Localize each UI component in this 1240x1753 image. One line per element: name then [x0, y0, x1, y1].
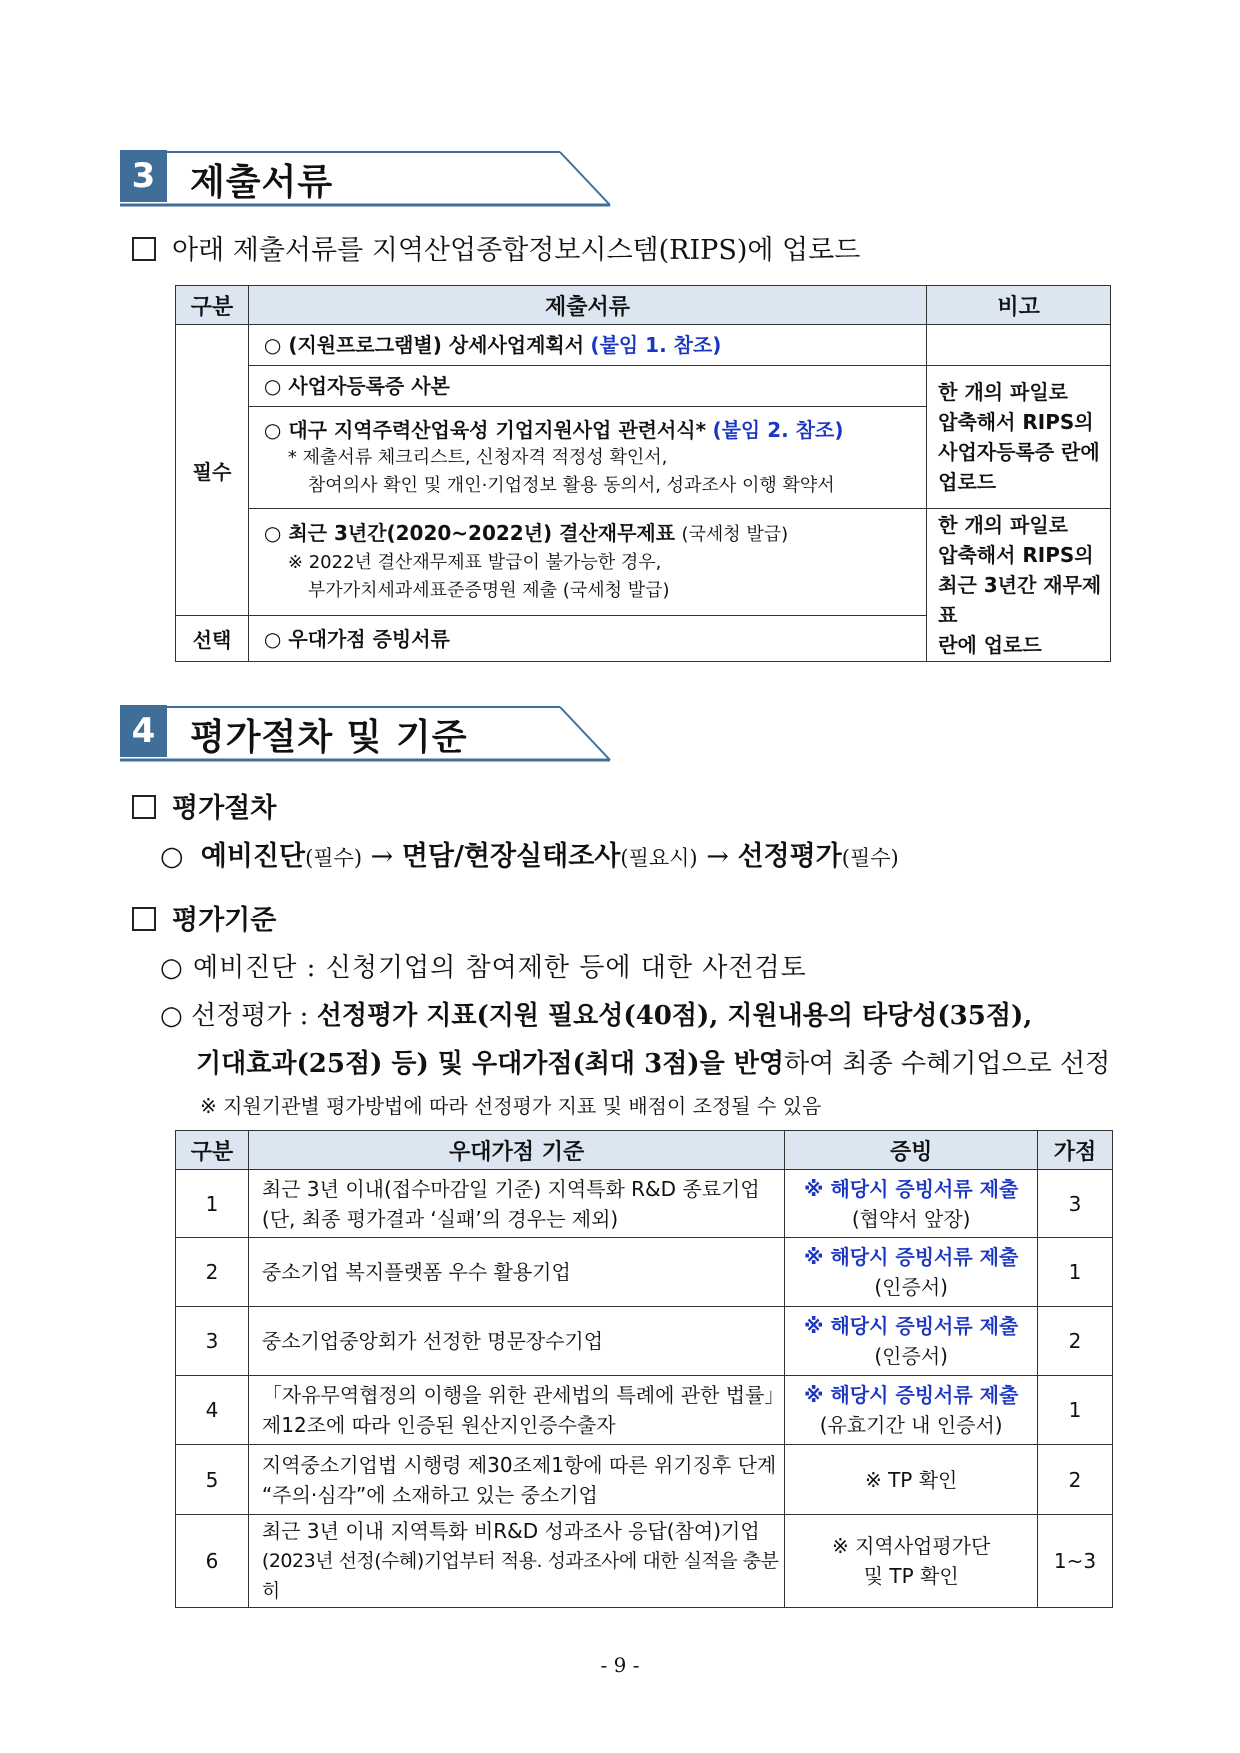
- points-value: 1: [1038, 1376, 1113, 1445]
- heading-text: 평가절차: [172, 793, 277, 824]
- table-row: [176, 1376, 1113, 1445]
- evidence-line: ※ 해당시 증빙서류 제출: [804, 1383, 1019, 1407]
- note-line: 최근 3년간 재무제표: [938, 573, 1102, 627]
- doc-row-5: [248, 616, 926, 662]
- procedure-heading: [132, 786, 276, 825]
- note-empty: [927, 325, 1111, 366]
- evidence-line: ※ TP 확인: [864, 1467, 958, 1492]
- section-title: 평가절차 및 기준: [190, 717, 468, 758]
- doc-sub-line: ※ 2022년 결산재무제표 발급이 불가능한 경우,: [287, 552, 662, 574]
- criteria-line: 「자유무역협정의 이행을 위한 관세법의 특례에 관한 법률」: [261, 1383, 785, 1407]
- table-row: [176, 1170, 1113, 1238]
- doc-sub-line: * 제출서류 체크리스트, 신청자격 적정성 확인서,: [287, 446, 668, 468]
- criteria-line: (2023년 선정(수혜)기업부터 적용. 성과조사에 대한 실적을 충분히: [261, 1550, 779, 1602]
- evidence-line: (인증서): [874, 1344, 948, 1368]
- note-1: [927, 366, 1111, 509]
- checkbox-square-icon: [132, 237, 156, 261]
- col-header-points: 가점: [1038, 1131, 1113, 1170]
- doc-extra: (국세청 발급): [681, 524, 789, 546]
- table-row: [176, 1238, 1113, 1307]
- group-required: 필수: [176, 325, 249, 616]
- criteria-line: 최근 3년 이내 지역특화 비R&D 성과조사 응답(참여)기업: [261, 1519, 760, 1543]
- row-number: 3: [176, 1307, 249, 1376]
- row-number: 1: [176, 1170, 249, 1238]
- points-value: 1: [1038, 1238, 1113, 1307]
- section-3-intro: [132, 228, 860, 267]
- doc-row-3: [248, 407, 926, 509]
- arrow-icon: →: [370, 841, 394, 872]
- heading-text: 평가기준: [172, 905, 277, 936]
- section-4-header: [120, 705, 615, 765]
- points-value: 3: [1038, 1170, 1113, 1238]
- section-number: 4: [120, 705, 167, 757]
- criteria-line-2: [160, 995, 1032, 1032]
- criteria-note: ※ 지원기관별 평가방법에 따라 선정평가 지표 및 배점이 조정될 수 있음: [200, 1094, 822, 1118]
- doc-label: ○ 사업자등록증 사본: [263, 374, 450, 398]
- checkbox-square-icon: [132, 795, 156, 819]
- doc-ref: (붙임 1. 참조): [590, 333, 722, 357]
- criteria-bold-text: 선정평가 지표(지원 필요성(40점), 지원내용의 타당성(35점),: [316, 1001, 1033, 1031]
- evidence-line: 및 TP 확인: [863, 1564, 959, 1588]
- evidence-line: (인증서): [874, 1275, 948, 1299]
- table-row: [176, 1515, 1113, 1608]
- criteria-line-3: [196, 1043, 1110, 1080]
- col-header-evidence: 증빙: [785, 1131, 1038, 1170]
- doc-label: ○ 최근 3년간(2020~2022년) 결산재무제표: [263, 521, 676, 546]
- bonus-points-table: [175, 1130, 1113, 1608]
- points-value: 2: [1038, 1307, 1113, 1376]
- points-value: 1~3: [1038, 1515, 1113, 1608]
- criteria-line: “주의·심각”에 소재하고 있는 중소기업: [261, 1482, 598, 1507]
- step-2-note: (필요시): [620, 846, 698, 870]
- section-3-header: [120, 150, 615, 210]
- evidence-line: ※ 지역사업평가단: [831, 1534, 991, 1558]
- criteria-line-1: ○ 예비진단 : 신청기업의 참여제한 등에 대한 사전검토: [160, 953, 807, 983]
- row-number: 5: [176, 1445, 249, 1515]
- criteria-line: 중소기업 복지플랫폼 우수 활용기업: [261, 1260, 571, 1284]
- step-2: 면담/현장실태조사: [401, 841, 621, 872]
- col-header-note: 비고: [927, 286, 1111, 325]
- checkbox-square-icon: [132, 907, 156, 931]
- note-line: 압축해서 RIPS의: [938, 410, 1094, 434]
- arrow-icon: →: [706, 841, 729, 872]
- criteria-heading: [132, 898, 276, 937]
- doc-row-4: [248, 509, 926, 616]
- doc-label: ○ 우대가점 증빙서류: [263, 626, 450, 651]
- doc-row-2: [248, 366, 926, 407]
- evidence-line: ※ 해당시 증빙서류 제출: [804, 1245, 1019, 1269]
- note-line: 압축해서 RIPS의: [938, 543, 1094, 567]
- row-number: 2: [176, 1238, 249, 1307]
- step-3: 선정평가: [737, 841, 842, 872]
- doc-label: ○ 대구 지역주력산업육성 기업지원사업 관련서식*: [263, 417, 707, 442]
- criteria-text: 하여 최종 수혜기업으로 선정: [784, 1049, 1111, 1079]
- note-line: 업로드: [938, 470, 997, 494]
- note-line: 한 개의 파일로: [938, 380, 1069, 404]
- points-value: 2: [1038, 1445, 1113, 1515]
- criteria-bold-text: 기대효과(25점) 등) 및 우대가점(최대 3점)을 반영: [196, 1049, 785, 1079]
- col-header-documents: 제출서류: [248, 286, 926, 325]
- doc-row-1: [248, 325, 926, 366]
- row-number: 6: [176, 1515, 249, 1608]
- evidence-line: (협약서 앞장): [851, 1206, 971, 1231]
- row-number: 4: [176, 1376, 249, 1445]
- note-line: 사업자등록증 란에: [938, 440, 1100, 464]
- note-2: [927, 509, 1111, 662]
- table-row: [176, 1307, 1113, 1376]
- table-row: [176, 1445, 1113, 1515]
- step-3-note: (필수): [841, 846, 899, 870]
- criteria-line: 제12조에 따라 인증된 원산지인증수출자: [261, 1413, 616, 1437]
- page-number: - 9 -: [600, 1653, 640, 1677]
- col-header-category: 구분: [176, 1131, 249, 1170]
- bullet: ○: [160, 841, 184, 872]
- criteria-line: 중소기업중앙회가 선정한 명문장수기업: [261, 1329, 604, 1353]
- criteria-line: 최근 3년 이내(접수마감일 기준) 지역특화 R&D 종료기업: [261, 1176, 760, 1201]
- criteria-label: ○ 선정평가 :: [160, 1001, 317, 1031]
- step-1: 예비진단: [200, 841, 306, 872]
- note-line: 한 개의 파일로: [938, 513, 1069, 537]
- procedure-line: [160, 834, 899, 873]
- section-title: 제출서류: [190, 162, 334, 203]
- col-header-criteria: 우대가점 기준: [248, 1131, 784, 1170]
- note-line: 란에 업로드: [938, 633, 1042, 657]
- doc-sub-line: 부가가치세과세표준증명원 제출 (국세청 발급): [307, 580, 670, 602]
- section-number: 3: [120, 150, 167, 202]
- group-optional: 선택: [176, 616, 249, 662]
- evidence-line: ※ 해당시 증빙서류 제출: [804, 1314, 1019, 1338]
- doc-ref: (붙임 2. 참조): [712, 417, 844, 442]
- evidence-line: (유효기간 내 인증서): [819, 1413, 1003, 1437]
- criteria-line: 지역중소기업법 시행령 제30조제1항에 따른 위기징후 단계: [261, 1452, 777, 1477]
- doc-label: ○ (지원프로그램별) 상세사업계획서: [263, 333, 585, 357]
- submission-docs-table: [175, 285, 1111, 662]
- step-1-note: (필수): [305, 846, 363, 870]
- evidence-line: ※ 해당시 증빙서류 제출: [804, 1176, 1019, 1201]
- doc-sub-line: 참여의사 확인 및 개인·기업정보 활용 동의서, 성과조사 이행 확약서: [307, 474, 835, 496]
- intro-text: 아래 제출서류를 지역산업종합정보시스템(RIPS)에 업로드: [172, 235, 861, 266]
- criteria-line: (단, 최종 평가결과 ‘실패’의 경우는 제외): [261, 1206, 619, 1231]
- col-header-category: 구분: [176, 286, 249, 325]
